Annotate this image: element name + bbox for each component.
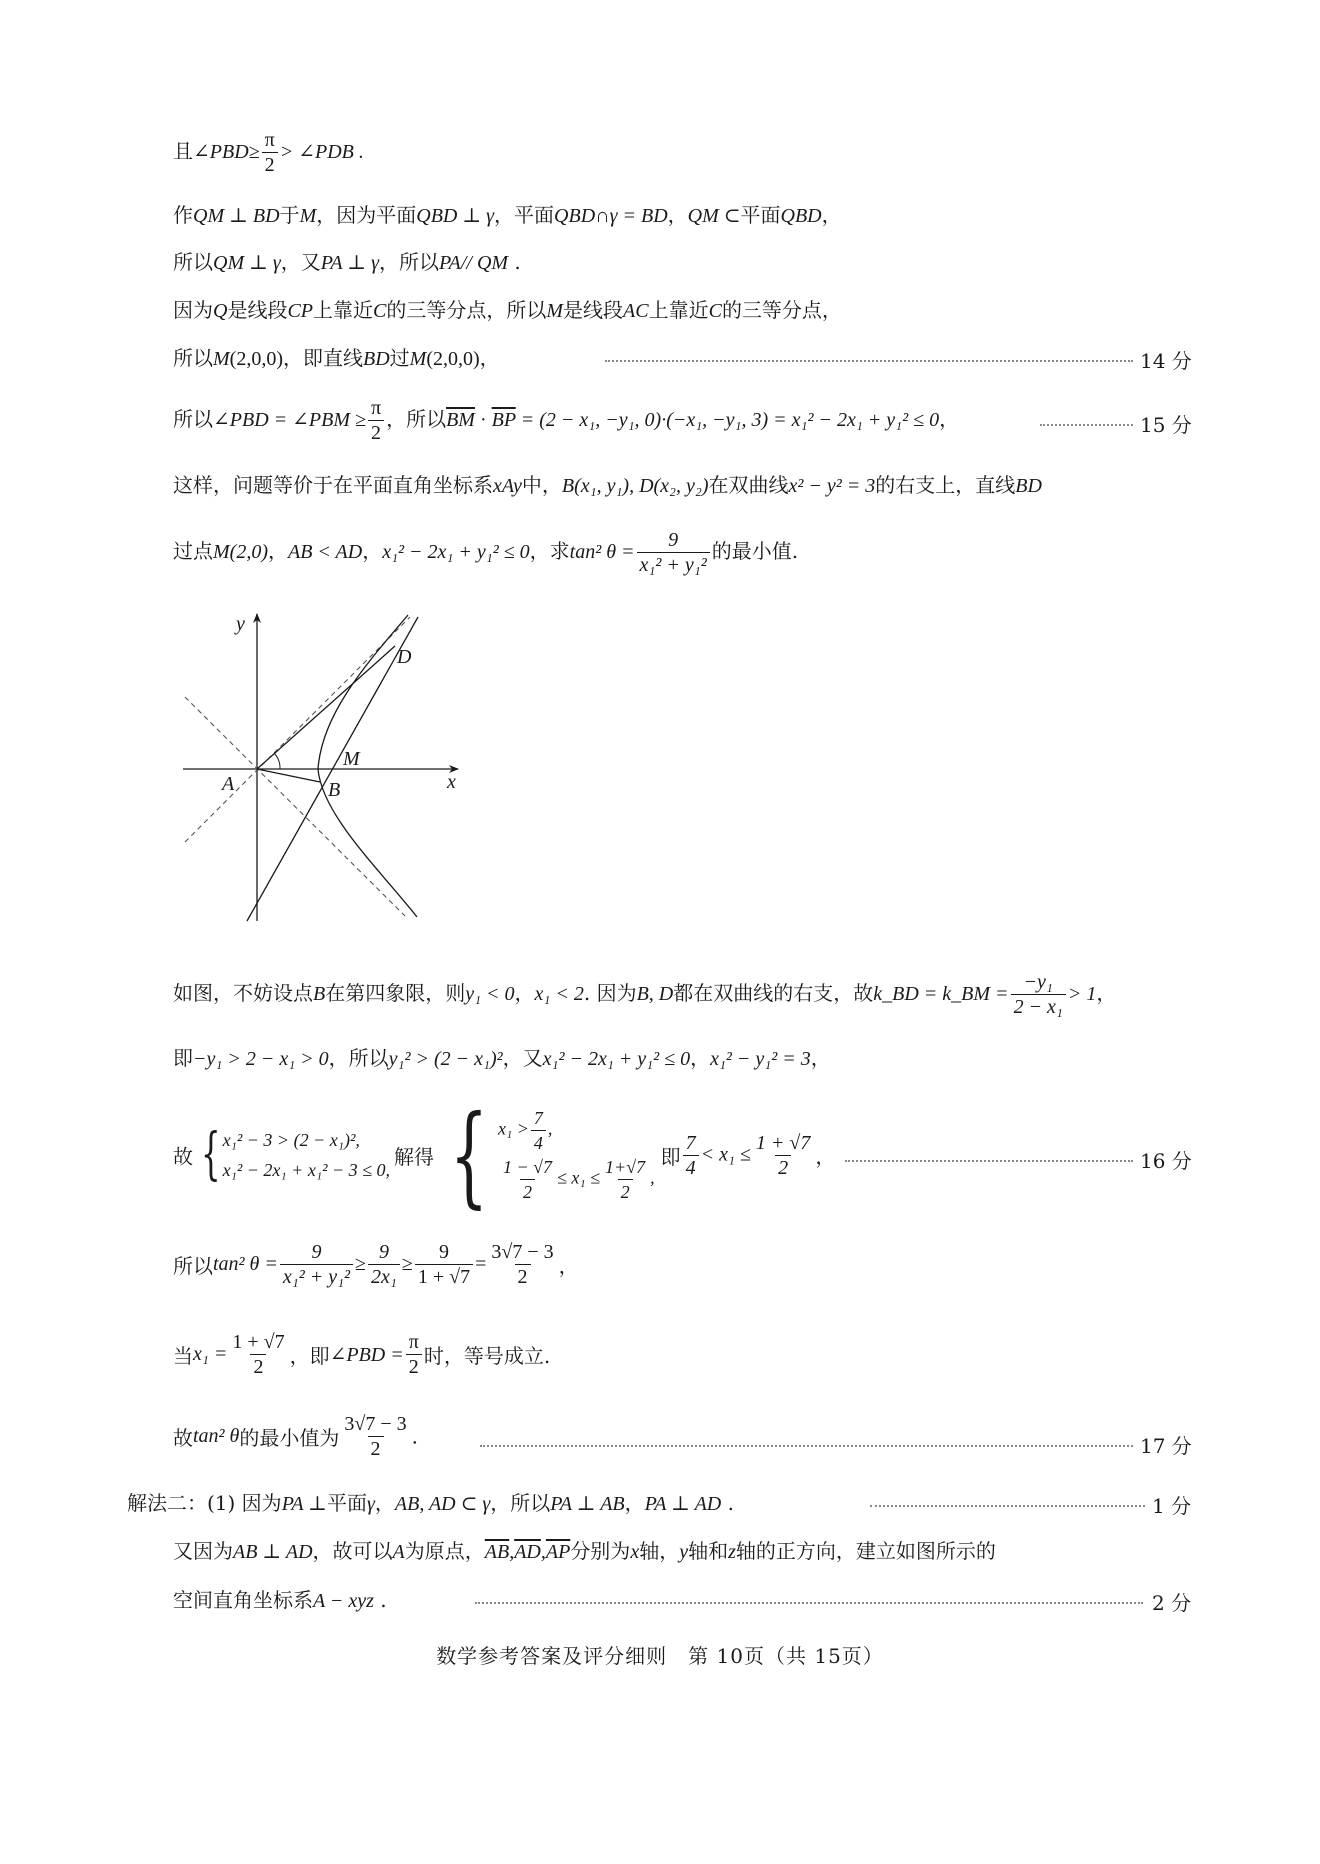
- score-15: 15 分: [1140, 413, 1192, 437]
- text: 的最小值.: [711, 539, 799, 563]
- math-expr: A: [392, 1541, 405, 1563]
- score-leader-dots: [480, 1445, 1133, 1447]
- text-line-1: [173, 128, 364, 177]
- label-m: M: [343, 748, 360, 770]
- math-expr: CP: [287, 300, 314, 322]
- fraction: [500, 1155, 555, 1204]
- fraction: [415, 1240, 473, 1289]
- math-expr: PA ⊥ AB: [550, 1493, 625, 1515]
- math-expr: ∠PBD =: [329, 1344, 404, 1366]
- text: 这样，问题等价于在平面直角坐标系: [173, 473, 493, 497]
- text-line-11: [173, 1091, 836, 1219]
- score-leader-dots: [845, 1160, 1133, 1162]
- math-expr: QM ⊂: [687, 205, 741, 227]
- denominator: 2: [775, 1155, 791, 1180]
- text: 的最小值为: [239, 1426, 340, 1450]
- numerator: π: [408, 1331, 419, 1353]
- denominator: 2 − x₁: [1011, 994, 1066, 1019]
- math-expr: z: [728, 1541, 736, 1563]
- text: 作: [173, 203, 193, 227]
- denominator: 2: [368, 1436, 384, 1461]
- math-expr: Q: [213, 300, 228, 322]
- text: ，: [1096, 981, 1117, 1005]
- math-expr: > 1: [1067, 983, 1097, 1005]
- text-line-2: [173, 202, 842, 229]
- text: 平面: [327, 1491, 367, 1515]
- system-row: [498, 1155, 655, 1204]
- text: ，因为平面: [316, 203, 417, 227]
- math-expr: tan² θ: [193, 1425, 240, 1447]
- text: ，又: [280, 250, 321, 274]
- vector-ab: $\overline{AB}$: [484, 1541, 510, 1563]
- numerator: 1 + √7: [755, 1131, 811, 1154]
- score-17: 17 分: [1140, 1434, 1192, 1458]
- text: 于: [279, 203, 300, 227]
- math-expr: (2,0,0): [229, 348, 283, 370]
- hyperbola-figure: [170, 600, 470, 930]
- text: ，: [821, 203, 842, 227]
- numerator: 9: [311, 1241, 322, 1263]
- fraction: [531, 1106, 546, 1155]
- math-expr: PA// QM: [438, 252, 509, 274]
- text: 是线段: [563, 298, 624, 322]
- text-line-5: [173, 345, 500, 372]
- denominator: 2: [368, 420, 384, 445]
- text: ，所以: [490, 1491, 551, 1515]
- denominator: 2: [618, 1179, 633, 1204]
- math-expr: QM ⊥ γ: [213, 252, 281, 274]
- fraction-pi-over-2: [262, 128, 278, 177]
- text: 是线段: [227, 298, 288, 322]
- text: 在双曲线: [708, 473, 789, 497]
- denominator: x₁² + y₁²: [280, 1264, 353, 1289]
- label-x: x: [447, 771, 456, 793]
- angle-arc: [274, 753, 280, 769]
- label-b: B: [328, 779, 341, 801]
- dot-operator: ·: [474, 409, 492, 431]
- text: .: [411, 1424, 419, 1449]
- numerator: 1 + √7: [232, 1331, 285, 1353]
- numerator: 9: [438, 1241, 449, 1263]
- fraction: [488, 1240, 556, 1289]
- fraction: [1011, 970, 1066, 1019]
- asymptote-positive: [185, 617, 410, 842]
- math-expr: M: [409, 348, 427, 370]
- denominator: 1 + √7: [415, 1264, 473, 1289]
- math-expr: −y₁ > 2 − x₁ > 0: [193, 1048, 329, 1070]
- score-leader-dots: [1040, 424, 1133, 426]
- text: 故: [173, 1426, 193, 1450]
- denominator: 4: [531, 1130, 546, 1155]
- numerator: 3√7 − 3: [344, 1413, 407, 1435]
- text: ，: [815, 1144, 836, 1169]
- math-expr: PA ⊥ γ: [320, 252, 379, 274]
- fraction-pi-over-2: [368, 396, 384, 445]
- numerator: −y₁: [1023, 971, 1053, 993]
- text: 中，: [521, 473, 562, 497]
- left-brace: {: [449, 1091, 489, 1219]
- text: 的右支上，直线: [875, 473, 1016, 497]
- text: 故: [173, 1144, 193, 1169]
- score-leader-dots: [475, 1602, 1143, 1604]
- math-expr: C: [708, 300, 722, 322]
- punct: ,: [650, 1167, 655, 1188]
- text: ，: [374, 1491, 395, 1515]
- label-a: A: [222, 773, 235, 795]
- fraction: [753, 1131, 813, 1180]
- text: 轴和: [688, 1539, 729, 1563]
- text: ，: [810, 1046, 831, 1070]
- text: 因为: [173, 298, 213, 322]
- denominator: 2: [262, 152, 278, 177]
- numerator: 7: [533, 1108, 543, 1128]
- text: ，: [479, 346, 500, 370]
- denominator: 2x₁: [368, 1264, 400, 1289]
- vector-ad: $\overline{AD}$: [514, 1541, 541, 1563]
- numerator: 9: [668, 529, 679, 551]
- math-expr: x₁ < 2: [534, 983, 584, 1005]
- text: 且: [173, 139, 193, 163]
- math-expr: BD: [1015, 475, 1042, 497]
- text: 所以: [173, 1254, 213, 1278]
- math-expr: x₁² − 2x₁ + y₁² ≤ 0: [382, 541, 530, 563]
- text: ，: [939, 407, 960, 431]
- math-expr: PA ⊥ AD: [644, 1493, 722, 1515]
- text: 时，等号成立.: [423, 1344, 551, 1368]
- vector-bp: $\overline{BP}$: [491, 409, 516, 431]
- text: ，求: [529, 539, 570, 563]
- text-line-14: [173, 1412, 418, 1461]
- math-expr: B: [313, 983, 326, 1005]
- text: 分别为: [570, 1539, 631, 1563]
- text: 所以: [173, 407, 213, 431]
- fraction: [602, 1155, 648, 1204]
- fraction: [683, 1131, 699, 1180]
- math-expr: ≥: [355, 1253, 367, 1275]
- math-expr: > ∠PDB .: [279, 141, 364, 163]
- asymptote-negative: [185, 697, 405, 916]
- math-expr: x₁ =: [193, 1343, 228, 1365]
- punct: ,: [509, 1541, 515, 1563]
- text: ，又: [502, 1046, 543, 1070]
- denominator: x₁² + y₁²: [637, 552, 710, 577]
- math-expr: ≤ x₁ ≤: [557, 1167, 601, 1188]
- equation-system-1: [223, 1125, 390, 1185]
- text: ，即直线: [283, 346, 363, 370]
- text: .: [721, 1491, 734, 1515]
- text-line-7: [173, 472, 1042, 499]
- system-row: x₁² − 2x₁ + x₁² − 3 ≤ 0,: [222, 1160, 390, 1180]
- text: 解法二：(1) 因为: [127, 1491, 282, 1515]
- math-expr: AB ⊥ AD: [233, 1541, 313, 1563]
- text: 为原点，: [404, 1539, 485, 1563]
- text: 即: [173, 1046, 193, 1070]
- text: 轴的正方向，建立如图所示的: [735, 1539, 996, 1563]
- math-expr: (2,0,0): [426, 348, 480, 370]
- math-expr: M: [546, 300, 564, 322]
- math-expr: BD: [363, 348, 390, 370]
- denominator: 2: [406, 1354, 422, 1379]
- math-expr: k_BD = k_BM =: [873, 983, 1009, 1005]
- text: 都在双曲线的右支，故: [673, 981, 874, 1005]
- text: 所以: [173, 346, 213, 370]
- fraction: [637, 528, 710, 577]
- vector-ap: $\overline{AP}$: [545, 1541, 571, 1563]
- math-expr: y₁ < 0: [465, 983, 515, 1005]
- math-expr: B, D: [636, 983, 674, 1005]
- text: ，: [514, 981, 535, 1005]
- text: 即: [660, 1144, 681, 1169]
- text: ，所以: [378, 250, 439, 274]
- fraction: [280, 1240, 353, 1289]
- math-expr: ∠PBD = ∠PBM ≥: [213, 409, 366, 431]
- math-expr: x₁ >: [498, 1118, 529, 1139]
- vector-bm: $\overline{BM}$: [446, 409, 475, 431]
- text: 上靠近: [648, 298, 709, 322]
- system-row: x₁² − 3 > (2 − x₁)²,: [222, 1130, 360, 1150]
- text: 上靠近: [313, 298, 374, 322]
- text: 过点: [173, 539, 213, 563]
- punct: ,: [547, 1118, 553, 1139]
- numerator: 1+√7: [605, 1157, 646, 1177]
- math-expr: QM ⊥ BD: [193, 205, 280, 227]
- segment-ad: [257, 646, 395, 769]
- text: .: [373, 1588, 387, 1612]
- math-expr: AB, AD ⊂ γ: [394, 1493, 491, 1515]
- text: ，: [267, 539, 288, 563]
- text-line-15: [127, 1490, 734, 1517]
- score-16: 16 分: [1140, 1149, 1192, 1173]
- text: . 因为: [583, 981, 637, 1005]
- math-expr: PA ⊥: [281, 1493, 327, 1515]
- math-expr: QBD∩γ = BD: [554, 205, 668, 227]
- math-expr: ≥: [401, 1253, 413, 1275]
- text-line-3: [173, 249, 521, 276]
- text-line-17: [173, 1587, 387, 1614]
- score-leader-dots: [870, 1505, 1145, 1507]
- fraction: [406, 1330, 422, 1379]
- math-expr: = (2 − x₁, −y₁, 0)·(−x₁, −y₁, 3) = x₁² − 2x₁ + y₁² ≤ 0: [515, 409, 940, 431]
- math-expr: tan² θ =: [213, 1253, 278, 1275]
- math-expr: QBD ⊥ γ: [416, 205, 495, 227]
- math-expr: AC: [623, 300, 649, 322]
- text: ，故可以: [312, 1539, 393, 1563]
- text: 的三等分点，所以: [386, 298, 547, 322]
- math-expr: AB < AD: [287, 541, 363, 563]
- label-d: D: [397, 646, 412, 668]
- text: 的三等分点，: [721, 298, 842, 322]
- fraction: [368, 1240, 400, 1289]
- math-expr: ∠PBD≥: [193, 141, 260, 163]
- label-y: y: [236, 613, 245, 635]
- score-2: 2 分: [1152, 1591, 1192, 1615]
- text-line-4: [173, 297, 842, 324]
- text: ，: [362, 539, 383, 563]
- punct: ,: [540, 1541, 546, 1563]
- text-line-6: [173, 396, 959, 445]
- math-expr: =: [475, 1253, 487, 1275]
- score-leader-dots: [605, 360, 1133, 362]
- math-expr: M(2,0): [213, 541, 268, 563]
- text: 解得: [394, 1144, 434, 1169]
- text: 又因为: [173, 1539, 233, 1563]
- math-expr: QBD: [780, 205, 822, 227]
- text: 当: [173, 1344, 193, 1368]
- text-line-16: [173, 1538, 996, 1565]
- text: 轴，: [639, 1539, 680, 1563]
- math-expr: < x₁ ≤: [700, 1143, 751, 1166]
- math-expr: y: [679, 1541, 689, 1563]
- denominator: 2: [515, 1264, 531, 1289]
- text-line-12: [173, 1240, 579, 1289]
- math-expr: x: [630, 1541, 640, 1563]
- text: 空间直角坐标系: [173, 1588, 313, 1612]
- text: ，: [558, 1254, 579, 1278]
- text-line-10: [173, 1045, 831, 1072]
- text-line-13: [173, 1330, 550, 1379]
- numerator: π: [370, 397, 382, 419]
- text: ，: [667, 203, 688, 227]
- score-1: 1 分: [1152, 1494, 1192, 1518]
- text: 平面: [740, 203, 781, 227]
- math-expr: tan² θ =: [569, 541, 635, 563]
- page-footer: 数学参考答案及评分细则 第 10页（共 15页）: [436, 1644, 884, 1668]
- denominator: 2: [520, 1179, 535, 1204]
- text-line-9: [173, 970, 1116, 1019]
- math-expr: x² − y² = 3: [788, 475, 876, 497]
- fraction: [341, 1412, 409, 1461]
- text: .: [508, 250, 521, 274]
- text: ，: [690, 1046, 711, 1070]
- text: 如图，不妨设点: [173, 981, 313, 1005]
- numerator: 7: [685, 1131, 696, 1154]
- math-expr: γ: [367, 1493, 375, 1515]
- math-expr: M: [213, 348, 230, 370]
- text: 过: [389, 346, 410, 370]
- math-expr: x₁² − 2x₁ + y₁² ≤ 0: [542, 1048, 691, 1070]
- text: 所以: [173, 250, 213, 274]
- score-14: 14 分: [1140, 349, 1192, 373]
- math-expr: xAy: [493, 475, 522, 497]
- math-expr: B(x₁, y₁), D(x₂, y₂): [561, 475, 709, 497]
- left-brace: {: [201, 1122, 221, 1187]
- math-expr: C: [373, 300, 387, 322]
- text: ，平面: [494, 203, 555, 227]
- text: ，所以: [328, 1046, 389, 1070]
- text: 在第四象限，则: [325, 981, 466, 1005]
- numerator: 9: [378, 1241, 389, 1263]
- math-expr: A − xyz: [313, 1590, 374, 1612]
- math-expr: y₁² > (2 − x₁)²: [388, 1048, 503, 1070]
- equation-system-2: [498, 1106, 655, 1204]
- math-expr: M: [299, 205, 317, 227]
- text: ，即: [289, 1344, 330, 1368]
- numerator: 1 − √7: [503, 1157, 553, 1177]
- text: ，所以: [386, 407, 447, 431]
- system-row: [498, 1106, 655, 1155]
- segment-ab: [257, 769, 320, 782]
- numerator: π: [264, 129, 275, 151]
- math-expr: x₁² − y₁² = 3: [710, 1048, 811, 1070]
- numerator: 3√7 − 3: [491, 1241, 554, 1263]
- denominator: 4: [683, 1155, 699, 1180]
- fraction: [229, 1330, 287, 1379]
- text: ，: [624, 1491, 645, 1515]
- denominator: 2: [250, 1354, 266, 1379]
- text-line-8: [173, 528, 798, 577]
